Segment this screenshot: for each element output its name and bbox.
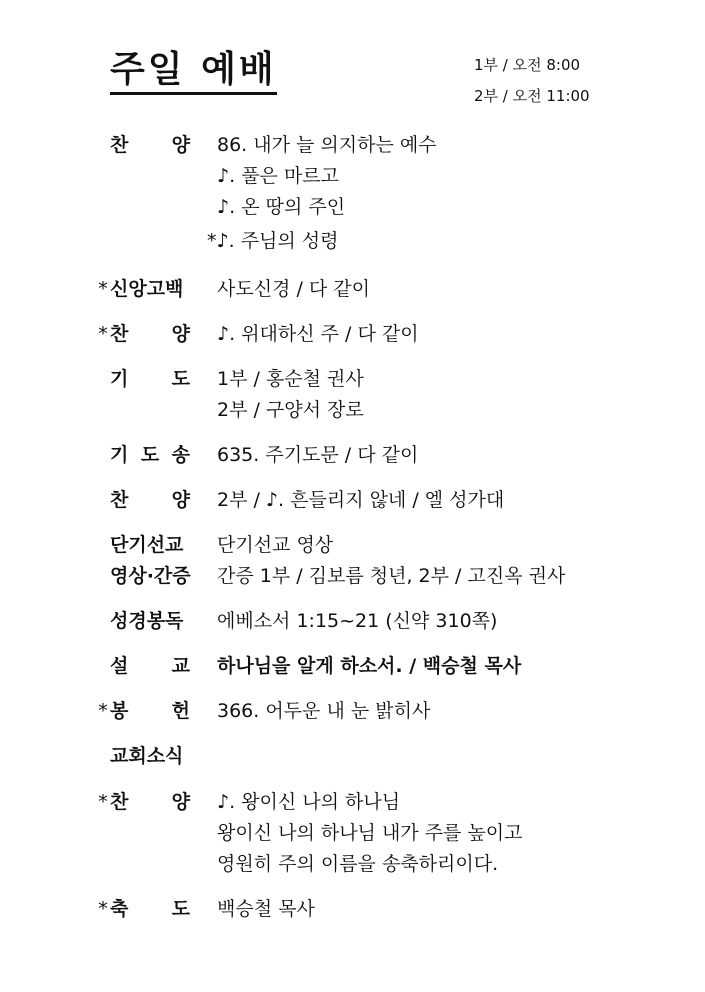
item-label	[110, 440, 190, 471]
label-char: 교	[171, 655, 190, 677]
item-label: 단기선교	[110, 534, 184, 556]
item-label-text	[110, 894, 190, 925]
service-time-1: 1부 / 오전 8:00	[474, 56, 581, 74]
standing-mark: *	[98, 278, 108, 300]
item-content	[217, 561, 565, 592]
label-char: 찬	[110, 134, 129, 156]
item-label	[110, 319, 190, 350]
item-line: ♪. 풀은 마르고	[217, 165, 340, 187]
item-label	[110, 696, 190, 727]
item-content	[217, 485, 504, 516]
item-label-text	[110, 651, 190, 682]
item-label-text	[110, 319, 190, 350]
item-label-text	[110, 696, 190, 727]
label-char: 축	[110, 898, 129, 920]
item-label-text	[110, 130, 190, 161]
service-time-2: 2부 / 오전 11:00	[474, 87, 590, 105]
label-char: 양	[171, 323, 190, 345]
item-line: 2부 / ♪. 흔들리지 않네 / 엘 성가대	[217, 489, 505, 511]
item-line: 백승철 목사	[217, 898, 315, 920]
standing-mark: *	[98, 791, 108, 813]
label-char: 도	[171, 368, 190, 390]
item-line: ♪. 왕이신 나의 하나님	[217, 791, 401, 813]
item-line: 영원히 주의 이름을 송축하리이다.	[217, 853, 499, 875]
label-char: 헌	[171, 700, 190, 722]
page-title: 주일 예배	[110, 52, 277, 95]
service-times	[474, 50, 590, 112]
item-label-text	[110, 364, 190, 395]
item-line: 왕이신 나의 하나님 내가 주를 높이고	[217, 822, 523, 844]
item-label-text	[110, 485, 190, 516]
item-label	[110, 787, 190, 818]
item-content	[207, 130, 437, 259]
standing-mark: *	[98, 323, 108, 345]
item-line: 하나님을 알게 하소서. / 백승철 목사	[217, 655, 522, 677]
item-content	[217, 440, 418, 471]
item-line: 635. 주기도문 / 다 같이	[217, 444, 419, 466]
item-line: 86. 내가 늘 의지하는 예수	[217, 134, 437, 156]
item-content	[217, 606, 497, 637]
item-label	[110, 130, 190, 161]
label-char: 봉	[110, 700, 129, 722]
item-line: 사도신경 / 다 같이	[217, 278, 370, 300]
item-label: 신앙고백	[110, 278, 184, 300]
label-char: 송	[171, 444, 190, 466]
item-content	[217, 319, 419, 350]
standing-mark: *	[98, 898, 108, 920]
label-char: 기	[110, 444, 129, 466]
item-line: ♪. 온 땅의 주인	[217, 196, 346, 218]
item-label	[110, 651, 190, 682]
item-line: 1부 / 홍순철 권사	[217, 368, 364, 390]
item-label: 교회소식	[110, 745, 184, 767]
item-content	[217, 530, 333, 561]
item-line: 에베소서 1:15~21 (신약 310쪽)	[217, 610, 498, 632]
label-char: 찬	[110, 791, 129, 813]
item-content	[217, 364, 364, 426]
item-label	[110, 894, 190, 925]
item-line: 간증 1부 / 김보름 청년, 2부 / 고진옥 권사	[217, 565, 566, 587]
item-content	[217, 274, 370, 305]
standing-mark: *	[98, 700, 108, 722]
item-content	[217, 696, 430, 727]
item-label: 영상·간증	[110, 565, 191, 587]
item-label-text	[110, 787, 190, 818]
label-char: 도	[140, 444, 160, 466]
item-label-text	[110, 440, 190, 471]
item-line: 366. 어두운 내 눈 밝히사	[217, 700, 431, 722]
label-char: 기	[110, 368, 129, 390]
item-content	[217, 787, 523, 880]
item-line: *♪. 주님의 성령	[207, 230, 339, 252]
item-content	[217, 651, 521, 682]
item-label: 성경봉독	[110, 610, 184, 632]
label-char: 설	[110, 655, 129, 677]
label-char: 찬	[110, 323, 129, 345]
item-line: 단기선교 영상	[217, 534, 334, 556]
item-line: 2부 / 구양서 장로	[217, 399, 364, 421]
label-char: 양	[171, 134, 190, 156]
label-char: 도	[171, 898, 190, 920]
item-label	[110, 485, 190, 516]
label-char: 찬	[110, 489, 129, 511]
label-char: 양	[171, 791, 190, 813]
item-content	[217, 894, 315, 925]
label-char: 양	[171, 489, 190, 511]
item-line: ♪. 위대하신 주 / 다 같이	[217, 323, 419, 345]
item-label	[110, 364, 190, 395]
